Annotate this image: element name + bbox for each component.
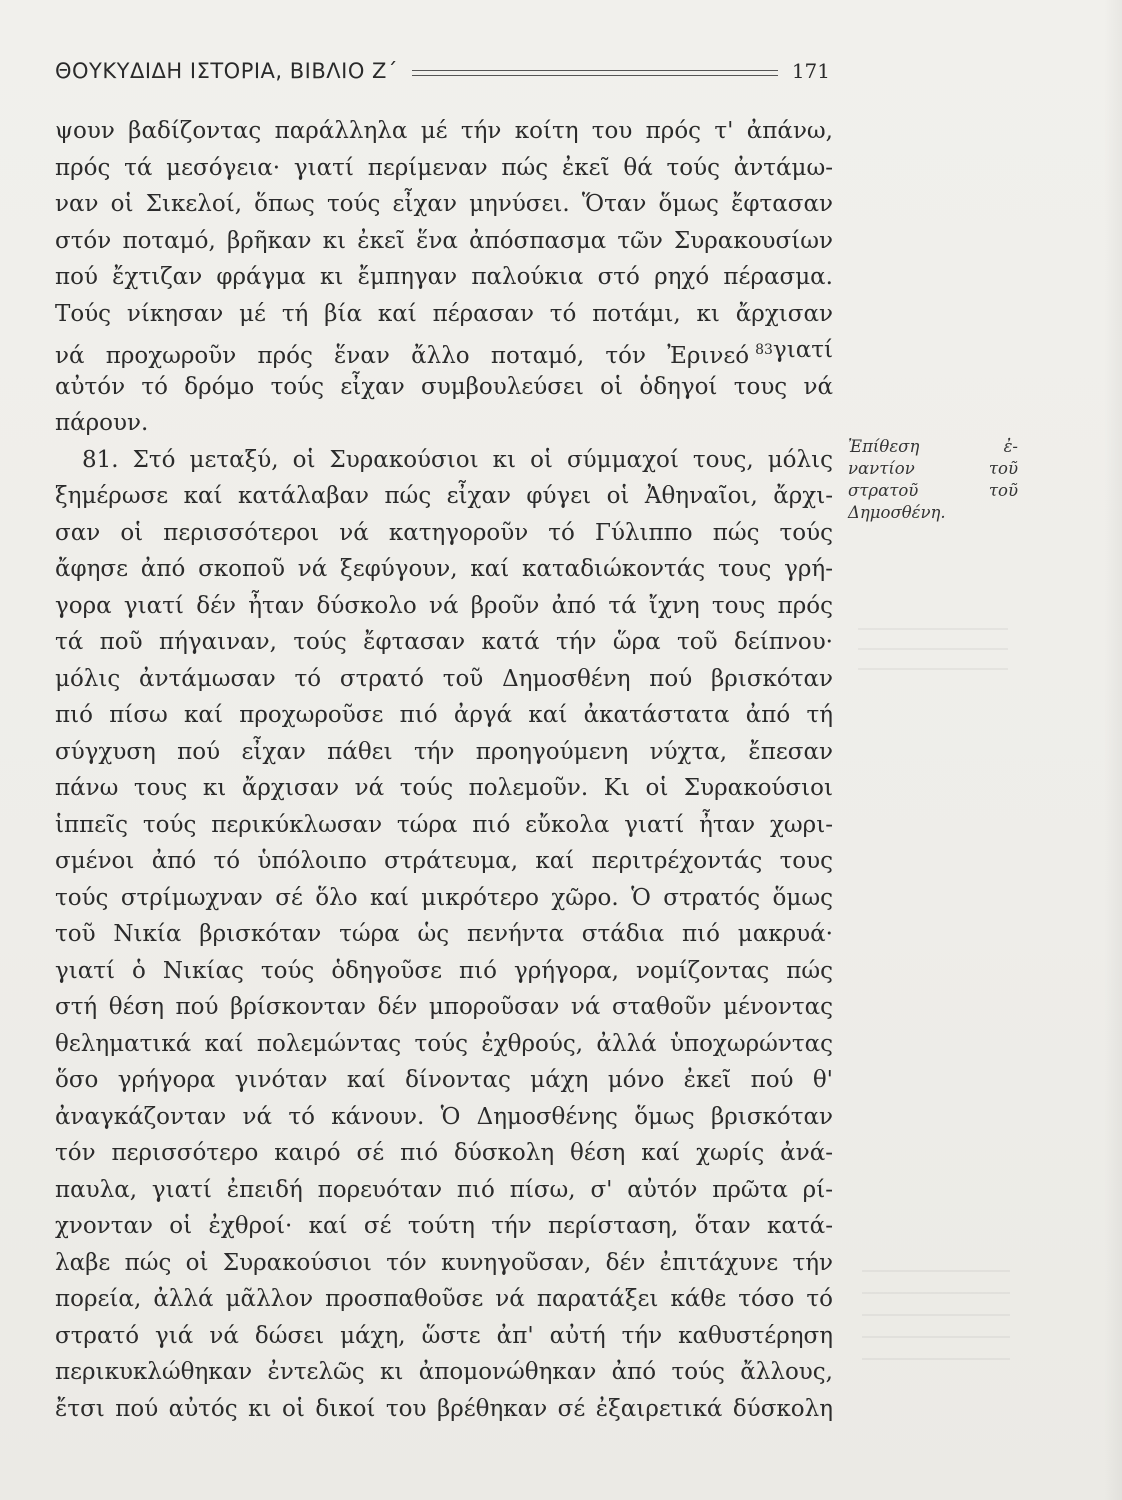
show-through-texture [858, 610, 1008, 670]
text-line: περικυκλώθηκαν ἐντελῶς κι ἀπομονώθηκαν ἀπό τούς ἄλλους, [55, 1359, 833, 1385]
text-line: ναν οἱ Σικελοί, ὅπως τούς εἶχαν μηνύσει. Ὅταν ὅμως ἔφτασαν [55, 191, 833, 217]
main-text-block [55, 113, 833, 1427]
text-line: πιό πίσω καί προχωροῦσε πιό ἀργά καί ἀκατάστατα ἀπό τή [55, 702, 833, 728]
text-line: στρατό γιά νά δώσει μάχη, ὥστε ἀπ' αὐτή τήν καθυστέρηση [55, 1322, 833, 1349]
text-line: πρός τά μεσόγεια· γιατί περίμεναν πώς ἐκεῖ θά τούς ἀντάμω- [55, 154, 833, 181]
text-line: ξημέρωσε καί κατάλαβαν πώς εἶχαν φύγει οἱ Ἀθηναῖοι, ἄρχι- [55, 483, 833, 509]
text-line: μόλις ἀντάμωσαν τό στρατό τοῦ Δημοσθένη πού βρισκόταν [55, 665, 833, 692]
text-line: λαβε πώς οἱ Συρακούσιοι τόν κυνηγοῦσαν, δέν ἐπιτάχυνε τήν [55, 1249, 833, 1276]
running-header [55, 56, 830, 86]
text-line: τά ποῦ πήγαιναν, τούς ἔφτασαν κατά τήν ὥρα τοῦ δείπνου· [55, 629, 833, 655]
text-line: στή θέση πού βρίσκονταν δέν μποροῦσαν νά σταθοῦν μένοντας [55, 994, 833, 1020]
show-through-texture [862, 1270, 1010, 1360]
text-line: ἀναγκάζονταν νά τό κάνουν. Ὁ Δημοσθένης ὅμως βρισκόταν [55, 1103, 833, 1130]
text-line: ὅσο γρήγορα γινόταν καί δίνοντας μάχη μόνο ἐκεῖ πού θ' [55, 1067, 833, 1093]
text-fragment: γιατί [772, 337, 833, 363]
text-line: Τούς νίκησαν μέ τή βία καί πέρασαν τό ποτάμι, κι ἄρχισαν [55, 300, 833, 327]
text-line: ἱππεῖς τούς περικύκλωσαν τώρα πιό εὔκολα γιατί ἦταν χωρι- [55, 811, 833, 838]
text-line: τόν περισσότερο καιρό σέ πιό δύσκολη θέση καί χωρίς ἀνά- [55, 1140, 833, 1166]
text-line: στόν ποταμό, βρῆκαν κι ἐκεῖ ἕνα ἀπόσπασμα τῶν Συρακουσίων [55, 227, 833, 254]
margin-note-line: Δημοσθένη. [848, 503, 946, 522]
text-line: τοῦ Νικία βρισκόταν τώρα ὡς πενήντα στάδια πιό μακρυά· [55, 921, 833, 947]
text-line: γιατί ὁ Νικίας τούς ὁδηγοῦσε πιό γρήγορα, νομίζοντας πώς [55, 957, 833, 984]
text-line: σμένοι ἀπό τό ὑπόλοιπο στράτευμα, καί περιτρέχοντάς τους [55, 848, 833, 874]
text-line: χνονταν οἱ ἐχθροί· καί σέ τούτη τήν περίσταση, ὅταν κατά- [55, 1213, 833, 1239]
text-line: σύγχυση πού εἶχαν πάθει τήν προηγούμενη νύχτα, ἔπεσαν [55, 738, 833, 765]
text-line: ἔτσι πού αὐτός κι οἱ δικοί του βρέθηκαν σέ ἐξαιρετικά δύσκολη [55, 1395, 833, 1422]
text-line: πορεία, ἀλλά μᾶλλον προσπαθοῦσε νά παρατάξει κάθε τόσο τό [55, 1286, 833, 1312]
running-title: ΘΟΥΚΥΔΙΔΗ ΙΣΤΟΡΙΑ, ΒΙΒΛΙΟ Ζ΄ [55, 59, 398, 83]
text-line: ψουν βαδίζοντας παράλληλα μέ τήν κοίτη του πρός τ' ἀπάνω, [55, 118, 833, 144]
margin-note-line: στρατοῦ τοῦ [848, 481, 1018, 500]
paragraph-start-line: 81. Στό μεταξύ, οἱ Συρακούσιοι κι οἱ σύμμαχοί τους, μόλις [82, 446, 833, 473]
margin-note-line: Ἐπίθεση ἐ- [848, 437, 1018, 456]
text-line: παυλα, γιατί ἐπειδή πορευόταν πιό πίσω, σ' αὐτόν πρῶτα ρί- [55, 1176, 833, 1203]
header-double-rule [412, 70, 778, 76]
text-line: τούς στρίμωχναν σέ ὅλο καί μικρότερο χῶρο. Ὁ στρατός ὅμως [55, 884, 833, 911]
page-number: 171 [791, 59, 830, 83]
margin-note [848, 436, 1018, 524]
text-line: πάνω τους κι ἄρχισαν νά τούς πολεμοῦν. Κι οἱ Συρακούσιοι [55, 775, 833, 801]
margin-note-line: ναντίον τοῦ [848, 459, 1018, 478]
text-line: θεληματικά καί πολεμώντας τούς ἐχθρούς, ἀλλά ὑποχωρώντας [55, 1030, 833, 1057]
text-fragment: νά προχωροῦν πρός ἕναν ἄλλο ποταμό, τόν Ἐρινεό [55, 343, 750, 369]
text-line: ἄφησε ἀπό σκοποῦ νά ξεφύγουν, καί καταδιώκοντάς τους γρή- [55, 556, 833, 582]
text-line: γορα γιατί δέν ἦταν δύσκολο νά βροῦν ἀπό τά ἴχνη τους πρός [55, 592, 833, 619]
text-line: πού ἔχτιζαν φράγμα κι ἔμπηγαν παλούκια στό ρηχό πέρασμα. [55, 264, 833, 290]
footnote-reference: 83 [755, 342, 773, 358]
text-line: αὐτόν τό δρόμο τούς εἶχαν συμβουλεύσει οἱ ὁδηγοί τους νά [55, 373, 833, 400]
text-line: σαν οἱ περισσότεροι νά κατηγοροῦν τό Γύλιππο πώς τούς [55, 519, 833, 546]
text-line-with-footnote [55, 332, 833, 369]
text-line: πάρουν. [55, 410, 149, 436]
